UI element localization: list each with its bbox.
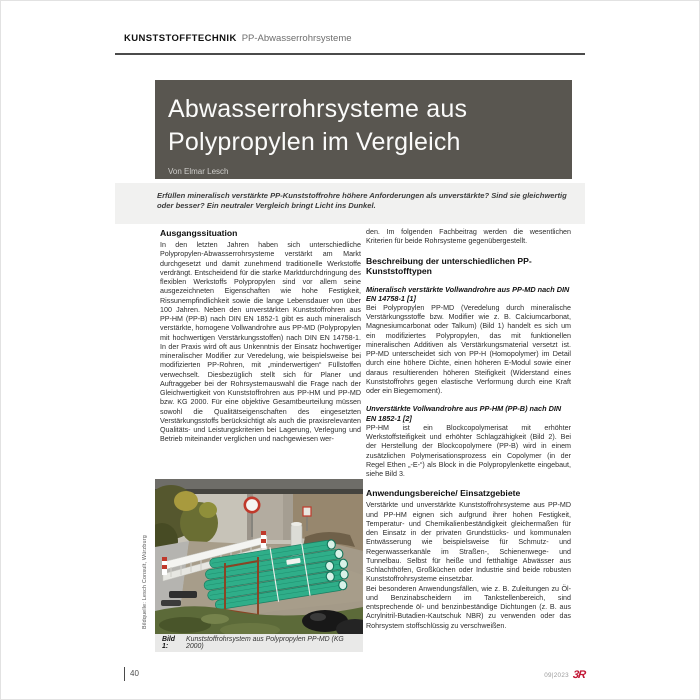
- paragraph-continuation: den. Im folgenden Fachbeitrag werden die wesentlichen Kriterien für beide Rohrsysteme gegenübergestellt.: [366, 228, 571, 246]
- paragraph-pp-hm: PP-HM ist ein Blockcopolymerisat mit erhöhter Werkstoffsteifigkeit und erhöhter Schlagzähigkeit (Bild 2). Bei der Herstellung der Blockcopolymere (PP-B) wird in einem zusätzlichen Polymerisationsprozess ein Copolymer (in der Regel Ethen „-E-“) als Block in die Polypropylenkette eingebaut, siehe Bild 3.: [366, 423, 571, 479]
- figure-caption-text: Kunststoffrohrsystem aus Polypropylen PP-MD (KG 2000): [186, 636, 344, 650]
- construction-site-photo: [155, 479, 363, 634]
- article-title: Abwasserrohrsysteme aus Polypropylen im Vergleich: [168, 95, 468, 156]
- issue-label: 09|2023: [544, 671, 569, 679]
- figure-caption: [155, 634, 363, 652]
- footer-issue-block: [544, 669, 585, 681]
- teaser-text: Erfüllen mineralisch verstärkte PP-Kunststoffrohre höhere Anforderungen als unverstärkte? Sind sie gleichwertig oder besser? Ein neutraler Vergleich bringt Licht ins Dunkel.: [157, 191, 567, 210]
- paragraph-anwendungen-2: Bei besonderen Anwendungsfällen, wie z. B. Zuleitungen zu Öl- und Benzinabscheidern im Tankstellenbereich, sind entsprechende öl- und benzinbeständige Dichtungen (z. B. aus Acrylnitril-Butadien-Kautschuk NBR) zu verwenden oder das Rohrsystem stoffschlüssig zu verschweißen.: [366, 584, 571, 630]
- article-byline: Von Elmar Lesch: [168, 167, 229, 176]
- article-teaser: [115, 183, 585, 224]
- heading-beschreibung: Beschreibung der unterschiedlichen PP-Kunststofftypen: [366, 255, 532, 276]
- column-left: [160, 228, 361, 445]
- heading-anwendungsbereiche: Anwendungsbereiche/ Einsatzgebiete: [366, 488, 521, 499]
- figure-caption-label: Bild 1:: [162, 636, 176, 650]
- column-right: [366, 228, 571, 631]
- journal-logo: 3R: [572, 669, 586, 681]
- figure-bild-1: [155, 479, 363, 652]
- article-title-block: [155, 80, 572, 179]
- subheading-pp-md: Mineralisch verstärkte Vollwandrohre aus PP-MD nach DIN EN 14758-1 [1]: [366, 284, 570, 303]
- subheading-pp-hm: Unverstärkte Vollwandrohre aus PP-HM (PP-B) nach DIN EN 1852-1 [2]: [366, 404, 562, 423]
- running-head-section: KUNSTSTOFFTECHNIK: [124, 33, 237, 44]
- paragraph-pp-md: Bei Polypropylen PP-MD (Veredelung durch mineralische Verstärkungsstoffe bzw. Modifier wie z. B. Calciumcarbonat, Magnesiumcarbonat oder Talkum) (Bild 1) handelt es sich um ein modifiziertes Polypropylen, das mit funktionellen mineralischen Additiven als Verstärkungsmaterial versetzt ist. PP-MD unterscheidet sich von PP-H (Homopolymer) im Detail durch eine höhere Dichte, einen höheren E-Modul sowie einer daraus resultierenden höheren Steifigkeit (Widerstand eines Kunststoffrohrs gegen elastische Verformung durch eine Kraft oder ein Biegemoment).: [366, 303, 571, 396]
- page-number: 40: [124, 667, 139, 681]
- paragraph-ausgangssituation: In den letzten Jahren haben sich unterschiedliche Polypropylen-Abwasserrohrsysteme verstärkt am Markt durchgesetzt und damit zunehmend traditionelle Werkstoffe verdrängt. Entscheidend für die starke Marktdurchdringung des flexiblen Werkstoffs Polypropylen sind vor allem seine ausgezeichneten Eigenschaften wie hohe Festigkeit, Rissunempfindlichkeit sowie die lange Lebensdauer von über 100 Jahren. Neben den unverstärkten Kunststoffrohren aus PP-HM (PP-B) nach DIN EN 1852-1 gibt es auch mineralisch verstärkte, homogene Vollwandrohre aus PP-MD (Polypropylen mit hochwertigen Verstärkungsstoffen) nach DIN EN 14758-1. In der Praxis wird oft aus Unkenntnis der Einsatz hochwertiger mineralischer Modifier zur Veredelung, wie beispielsweise bei modifizierten PP-Rohren, mit „minderwertigen“ Füllstoffen verwechselt. Diesbezüglich stellt sich für Planer und Auftraggeber bei der Rohrsystemauswahl die Frage nach der Gleichwertigkeit von Kunststoffrohren aus PP-HM und PP-MD bzw. KG 2000. Für eine objektive Gesamtbeurteilung müssen sowohl die Qualitätseigenschaften des eingesetzten Verstärkungsstoffs berücksichtigt als auch die praxisrelevanten Qualitäts- und Leistungskriterien bei Lagerung, Verlegung und Betrieb miteinander verglichen und nachgewiesen wer-: [160, 241, 361, 444]
- heading-ausgangssituation: Ausgangssituation: [160, 228, 238, 238]
- running-head-topic: PP-Abwasserrohrsysteme: [241, 33, 352, 44]
- paragraph-anwendungen-1: Verstärkte und unverstärkte Kunststoffrohrsysteme aus PP-MD und PP-HM eignen sich aufgrund ihrer hohen Festigkeit, Temperatur- und Chemikalienbeständigkeit gleichermaßen für den Einsatz in der privaten Grundstücks- und kommunalen Entwässerung wie beispielsweise für Schmutz- und Regenwasserkanäle im Straßen-, Schienenwege- und Tunnelbau. Selbst für heiße und fetthaltige Abwässer aus Schlachthöfen, Großküchen oder Industrie sind beide robusten Kunststoffrohrsysteme einsetzbar.: [366, 501, 571, 584]
- running-head: [115, 28, 585, 55]
- figure-credit: Bildquelle: Lesch Consult, Würzburg: [142, 535, 148, 629]
